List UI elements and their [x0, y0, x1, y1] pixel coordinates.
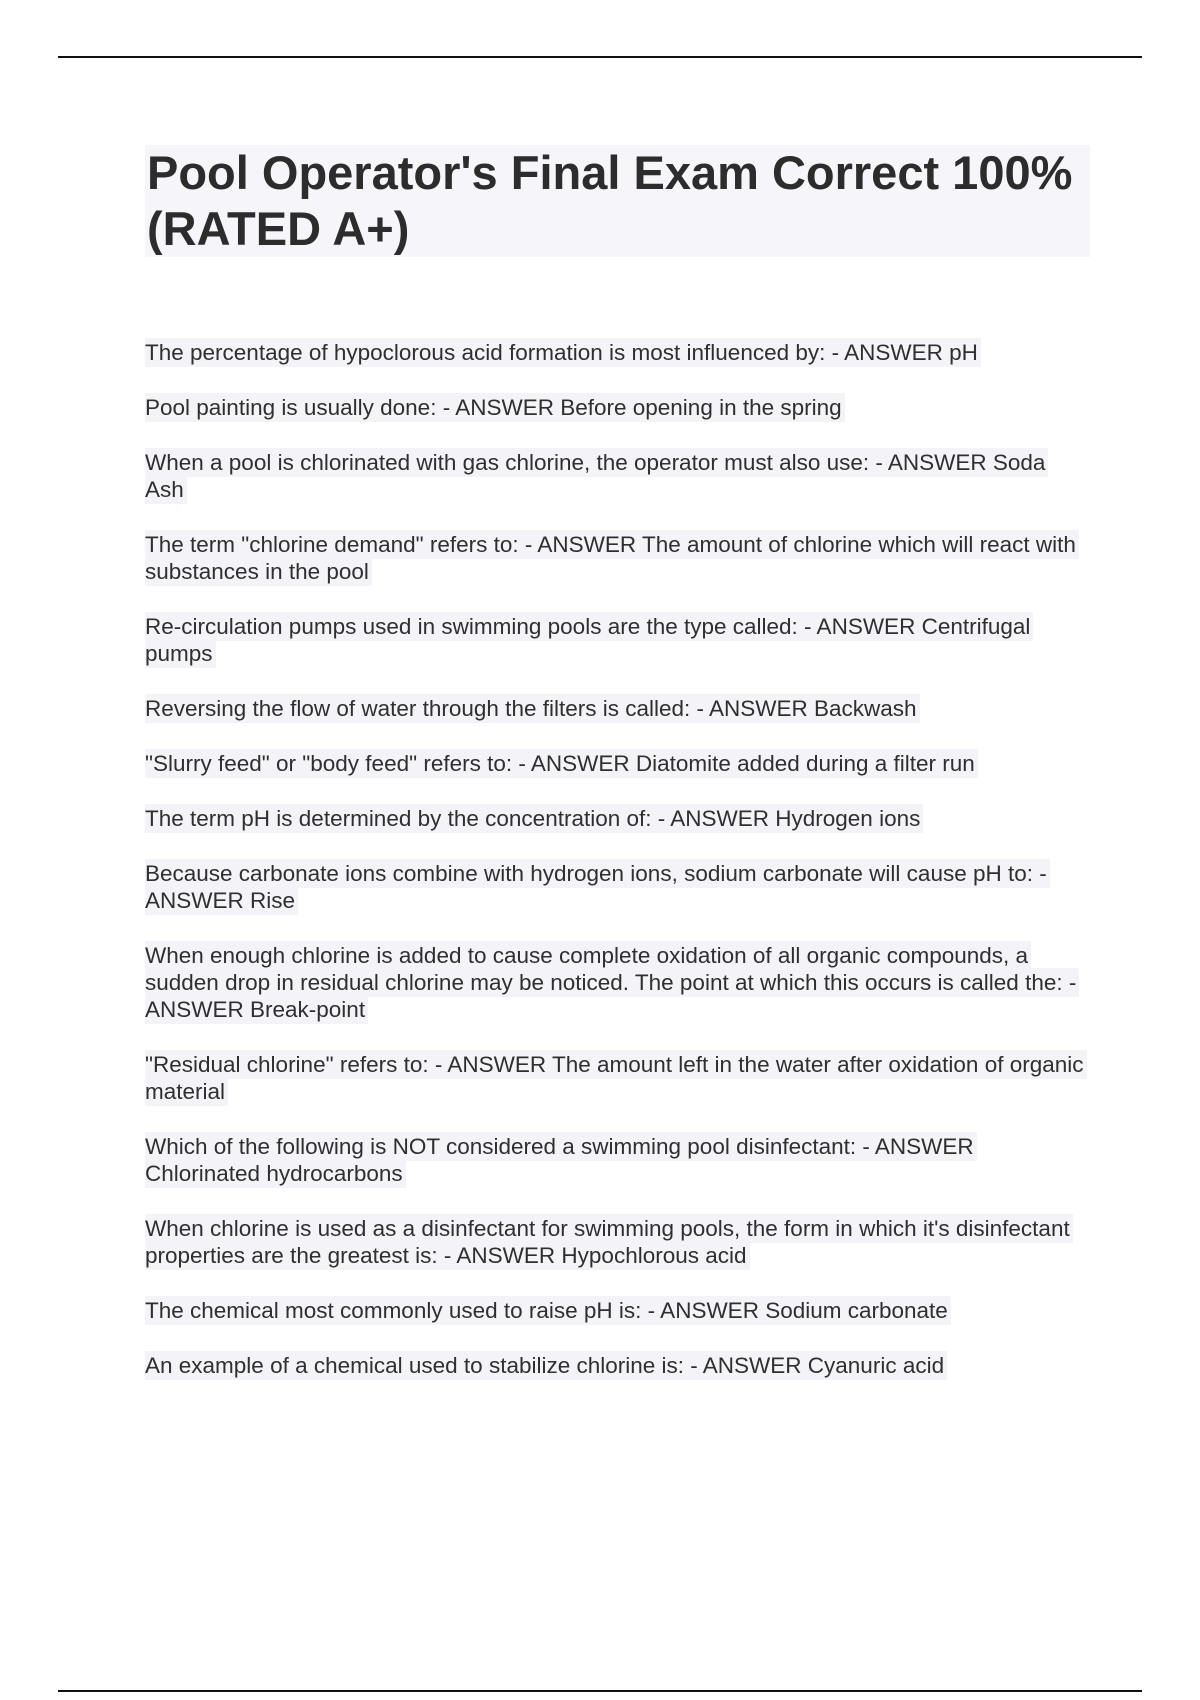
qa-text: Re-circulation pumps used in swimming pools are the type called: - ANSWER Centrifugal pumps [145, 612, 1033, 668]
qa-item [145, 1133, 1090, 1187]
document-title: Pool Operator's Final Exam Correct 100%(RATED A+) [147, 146, 1073, 255]
document-body [145, 145, 1090, 1407]
qa-text: The term pH is determined by the concentration of: - ANSWER Hydrogen ions [145, 804, 923, 833]
bottom-rule [58, 1690, 1142, 1692]
qa-text: The percentage of hypoclorous acid formation is most influenced by: - ANSWER pH [145, 338, 981, 367]
qa-text: "Residual chlorine" refers to: - ANSWER The amount left in the water after oxidation of organic material [145, 1050, 1087, 1106]
qa-item [145, 695, 1090, 722]
qa-item [145, 1297, 1090, 1324]
qa-text: Which of the following is NOT considered a swimming pool disinfectant: - ANSWER Chlorinated hydrocarbons [145, 1132, 977, 1188]
qa-text: Pool painting is usually done: - ANSWER Before opening in the spring [145, 393, 845, 422]
qa-item [145, 339, 1090, 366]
qa-item [145, 531, 1090, 585]
qa-item [145, 1051, 1090, 1105]
qa-item [145, 613, 1090, 667]
qa-text: The chemical most commonly used to raise pH is: - ANSWER Sodium carbonate [145, 1296, 951, 1325]
qa-item [145, 942, 1090, 1023]
qa-item [145, 1352, 1090, 1379]
title-block [145, 145, 1090, 257]
qa-item [145, 449, 1090, 503]
top-rule [58, 56, 1142, 58]
qa-list [145, 339, 1090, 1379]
qa-item [145, 394, 1090, 421]
qa-text: Because carbonate ions combine with hydrogen ions, sodium carbonate will cause pH to: - ANSWER Rise [145, 859, 1050, 915]
qa-item [145, 1215, 1090, 1269]
qa-item [145, 860, 1090, 914]
qa-text: "Slurry feed" or "body feed" refers to: - ANSWER Diatomite added during a filter run [145, 749, 978, 778]
qa-item [145, 805, 1090, 832]
qa-item [145, 750, 1090, 777]
qa-text: When enough chlorine is added to cause complete oxidation of all organic compounds, a sudden drop in residual chlorine may be noticed. The point at which this occurs is called the: - ANSWER Break-point [145, 941, 1079, 1024]
qa-text: When a pool is chlorinated with gas chlorine, the operator must also use: - ANSWER Soda Ash [145, 448, 1048, 504]
qa-text: When chlorine is used as a disinfectant for swimming pools, the form in which it's disinfectant properties are the greatest is: - ANSWER Hypochlorous acid [145, 1214, 1073, 1270]
qa-text: Reversing the flow of water through the filters is called: - ANSWER Backwash [145, 694, 920, 723]
qa-text: The term "chlorine demand" refers to: - ANSWER The amount of chlorine which will react with substances in the pool [145, 530, 1079, 586]
qa-text: An example of a chemical used to stabilize chlorine is: - ANSWER Cyanuric acid [145, 1351, 947, 1380]
